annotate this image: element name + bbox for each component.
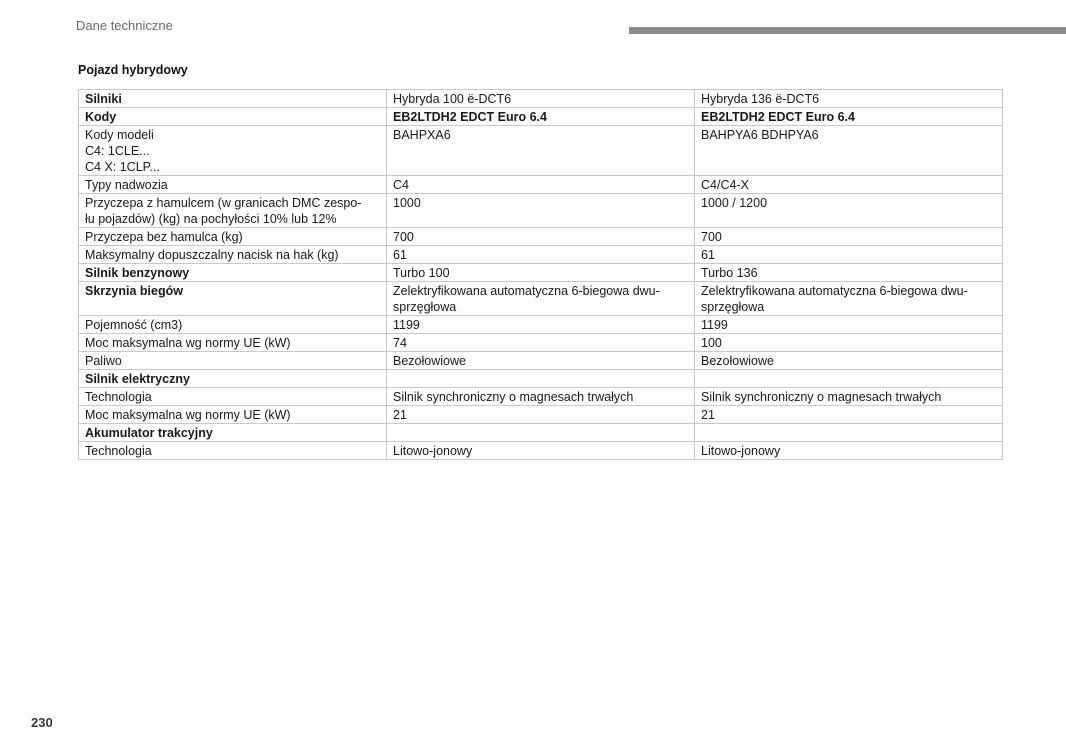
cell-value: Silnik synchroniczny o magnesach trwałych [387, 388, 695, 406]
cell-value: BAHPXA6 [387, 126, 695, 176]
cell-value: 61 [387, 246, 695, 264]
table-row [79, 406, 1003, 424]
cell-value: Turbo 136 [695, 264, 1003, 282]
row-label: Paliwo [79, 352, 387, 370]
row-label: Typy nadwozia [79, 176, 387, 194]
table-row [79, 424, 1003, 442]
cell-value: C4/C4-X [695, 176, 1003, 194]
row-label [79, 126, 387, 176]
row-label: Moc maksymalna wg normy UE (kW) [79, 406, 387, 424]
cell-value: EB2LTDH2 EDCT Euro 6.4 [695, 108, 1003, 126]
table-row [79, 316, 1003, 334]
cell-value: 1000 [387, 194, 695, 228]
cell-value: Litowo-jonowy [387, 442, 695, 460]
cell-value [387, 424, 695, 442]
cell-value: EB2LTDH2 EDCT Euro 6.4 [387, 108, 695, 126]
cell-value: Litowo-jonowy [695, 442, 1003, 460]
cell-value: 100 [695, 334, 1003, 352]
table-row [79, 352, 1003, 370]
row-label-line: Przyczepa z hamulcem (w granicach DMC zespo- [85, 196, 362, 210]
row-label: Technologia [79, 388, 387, 406]
row-label [79, 194, 387, 228]
table-row [79, 282, 1003, 316]
table-row [79, 334, 1003, 352]
cell-value: Bezołowiowe [387, 352, 695, 370]
cell-value: 1199 [695, 316, 1003, 334]
cell-value: 74 [387, 334, 695, 352]
row-label: Pojemność (cm3) [79, 316, 387, 334]
cell-value: 21 [387, 406, 695, 424]
cell-value: C4 [387, 176, 695, 194]
cell-value: 700 [387, 228, 695, 246]
table-row [79, 126, 1003, 176]
cell-value [695, 424, 1003, 442]
cell-line: sprzęgłowa [701, 300, 765, 314]
cell-line: sprzęgłowa [393, 300, 457, 314]
cell-value: Hybryda 136 ë-DCT6 [695, 90, 1003, 108]
row-label: Technologia [79, 442, 387, 460]
cell-value [695, 282, 1003, 316]
table-row [79, 442, 1003, 460]
cell-value: Bezołowiowe [695, 352, 1003, 370]
cell-value: 700 [695, 228, 1003, 246]
table-row [79, 370, 1003, 388]
cell-line: Zelektryfikowana automatyczna 6-biegowa dwu- [393, 284, 660, 298]
row-label: Silnik elektryczny [79, 370, 387, 388]
row-label-line: C4: 1CLE... [85, 144, 150, 158]
row-label: Moc maksymalna wg normy UE (kW) [79, 334, 387, 352]
table-row [79, 194, 1003, 228]
section-title: Pojazd hybrydowy [78, 63, 188, 77]
row-label-line: C4 X: 1CLP... [85, 160, 160, 174]
row-label: Skrzynia biegów [79, 282, 387, 316]
spec-table [78, 89, 1003, 460]
cell-value [387, 370, 695, 388]
cell-value [695, 370, 1003, 388]
table-row [79, 264, 1003, 282]
table-row [79, 176, 1003, 194]
row-label: Akumulator trakcyjny [79, 424, 387, 442]
row-label: Maksymalny dopuszczalny nacisk na hak (kg) [79, 246, 387, 264]
row-label-line: łu pojazdów) (kg) na pochyłości 10% lub 12% [85, 212, 337, 226]
table-row [79, 388, 1003, 406]
cell-value: 61 [695, 246, 1003, 264]
page-number: 230 [31, 715, 53, 730]
row-label: Silnik benzynowy [79, 264, 387, 282]
row-label: Silniki [79, 90, 387, 108]
cell-value: BAHPYA6 BDHPYA6 [695, 126, 1003, 176]
cell-value: Silnik synchroniczny o magnesach trwałych [695, 388, 1003, 406]
table-row [79, 90, 1003, 108]
row-label-line: Kody modeli [85, 128, 154, 142]
row-label: Przyczepa bez hamulca (kg) [79, 228, 387, 246]
table-row [79, 228, 1003, 246]
cell-line: Zelektryfikowana automatyczna 6-biegowa dwu- [701, 284, 968, 298]
cell-value: Hybryda 100 ë-DCT6 [387, 90, 695, 108]
cell-value: 21 [695, 406, 1003, 424]
cell-value [387, 282, 695, 316]
cell-value: 1199 [387, 316, 695, 334]
row-label: Kody [79, 108, 387, 126]
table-row [79, 108, 1003, 126]
cell-value: 1000 / 1200 [695, 194, 1003, 228]
page-header-title: Dane techniczne [76, 18, 173, 33]
table-row [79, 246, 1003, 264]
header-bar [629, 27, 1066, 34]
cell-value: Turbo 100 [387, 264, 695, 282]
